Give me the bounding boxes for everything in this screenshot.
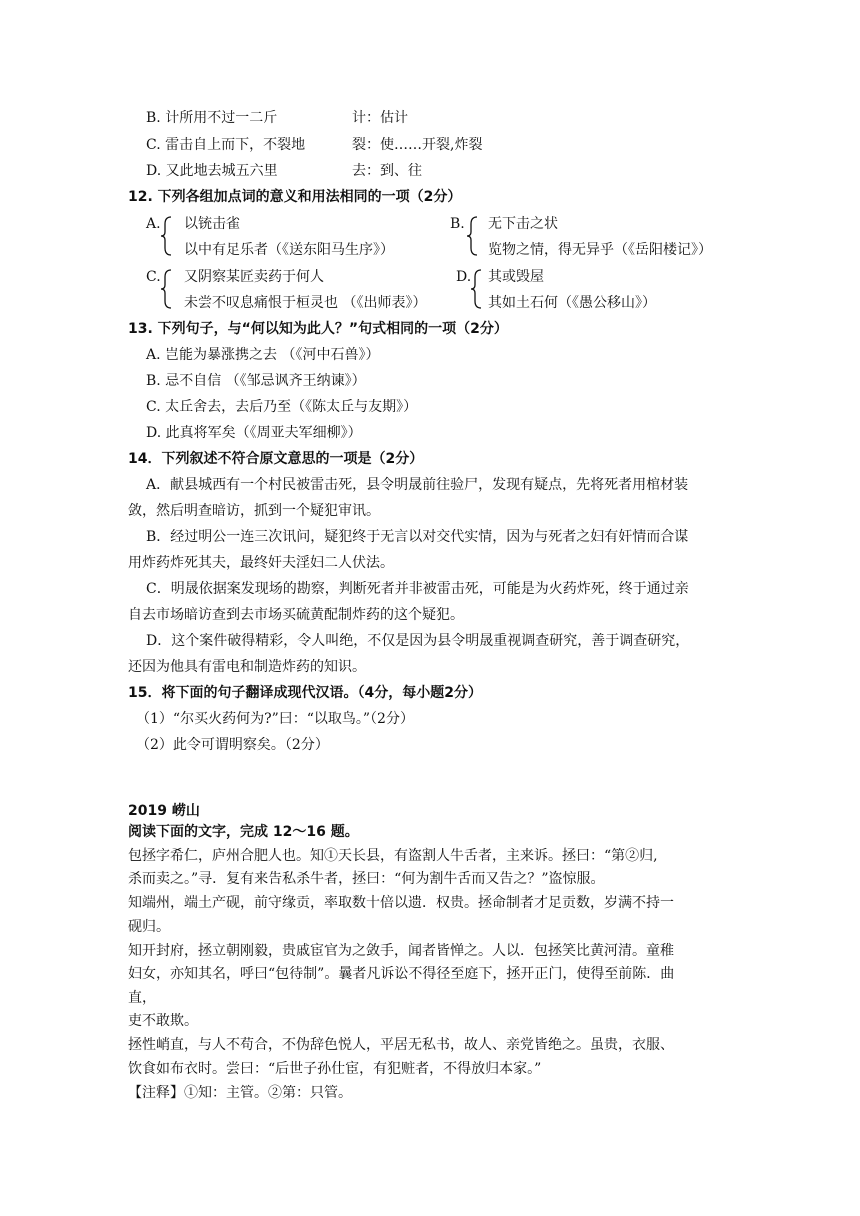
q15-title: 15．将下面的句子翻译成现代汉语。（4分，每小题2分）: [128, 685, 482, 701]
passage-line: 拯性峭直，与人不苟合，不伪辞色悦人，平居无私书，故人、亲党皆绝之。虽贵，衣服、: [128, 1037, 674, 1053]
q11-option-d-gloss: 去：到、往: [352, 163, 422, 179]
q12-pair-b-line1: 无下击之状: [488, 216, 558, 232]
annotation-note: 【注释】①知：主管。②第：只管。: [128, 1085, 352, 1101]
q13-option-d: D. 此真将军矣（《周亚夫军细柳》）: [146, 425, 362, 441]
q12-pair-d-brace: [470, 269, 482, 309]
q12-pair-b-line2: 览物之情，得无异乎（《岳阳楼记》）: [488, 242, 712, 258]
q13-option-b: B. 忌不自信 （《邹忌讽齐王纳谏》）: [146, 373, 366, 389]
q12-pair-c-line1: 又阴察某匠卖药于何人: [184, 269, 324, 285]
q11-option-b-label: B.: [146, 110, 161, 126]
q11-option-c-gloss: 裂：使……开裂,炸裂: [352, 137, 483, 153]
passage-line: 知端州，端土产砚，前守缘贡，率取数十倍以遗．权贵。拯命制者才足贡数，岁满不持一: [128, 895, 674, 911]
q12-pair-c-line2: 未尝不叹息痛恨于桓灵也 （《出师表》）: [184, 295, 427, 311]
q12-pair-a-line1: 以铳击雀: [184, 216, 240, 232]
q12-title: 12. 下列各组加点词的意义和用法相同的一项（2分）: [128, 189, 462, 205]
q12-pair-a-line2: 以中有足乐者（《送东阳马生序》）: [184, 242, 394, 258]
q12-pair-b-label: B.: [450, 216, 465, 232]
q11-option-b-text: 计所用不过一二斤: [165, 110, 278, 126]
q12-pair-d-label: D.: [456, 269, 472, 285]
q12-pair-c-label: C.: [146, 269, 161, 285]
q12-pair-a-label: A.: [146, 216, 161, 232]
q14-line: B．经过明公一连三次讯问，疑犯终于无言以对交代实情，因为与死者之妇有奸情而合谋: [146, 529, 689, 545]
q11-option-d-text: 又此地去城五六里: [165, 163, 278, 179]
passage-line: 直，: [128, 990, 156, 1006]
q11-option-b: [146, 108, 277, 128]
q14-line: 还因为他具有雷电和制造炸药的知识。: [128, 659, 366, 675]
q11-option-c: [146, 135, 305, 155]
q13-title: 13. 下列句子，与“何以知为此人？”句式相同的一项（2分）: [128, 321, 508, 337]
q12-pair-d-line1: 其或毁屋: [488, 269, 544, 285]
q14-line: 用炸药炸死其夫，最终奸夫淫妇二人伏法。: [128, 555, 394, 571]
q12-pair-c-brace: [160, 269, 172, 309]
q14-title: 14．下列叙述不符合原文意思的一项是（2分）: [128, 451, 424, 467]
q11-option-d: [146, 161, 278, 181]
q11-option-d-label: D.: [146, 163, 162, 179]
q15-item-2: （2）此令可谓明察矣。（2分）: [136, 737, 329, 753]
section-heading: 2019 崂山: [128, 803, 200, 819]
q13-option-c: C. 太丘舍去，去后乃至（《陈太丘与友期》）: [146, 399, 418, 415]
passage-line: 砚归。: [128, 919, 170, 935]
section-instruction: 阅读下面的文字，完成 12～16 题。: [128, 824, 359, 840]
q11-option-b-gloss: 计：估计: [352, 110, 408, 126]
q14-line: C．明晟依据案发现场的勘察，判断死者并非被雷击死，可能是为火药炸死，终于通过亲: [146, 581, 689, 597]
q14-line: D．这个案件破得精彩，令人叫绝，不仅是因为县令明晟重视调查研究，善于调查研究，: [146, 633, 690, 649]
q14-line: 自去市场暗访查到去市场买硫黄配制炸药的这个疑犯。: [128, 607, 464, 623]
q15-item-1: （1）“尔买火药何为?”曰：“以取鸟。”（2分）: [136, 711, 414, 727]
q12-pair-b-brace: [466, 216, 478, 256]
q14-line: A．献县城西有一个村民被雷击死，县令明晟前往验尸，发现有疑点，先将死者用棺材装: [146, 477, 689, 493]
passage-line: 杀而卖之。”寻．复有来告私杀牛者，拯曰：“何为割牛舌而又告之？”盗惊服。: [128, 871, 605, 887]
q11-option-c-text: 雷击自上而下，不裂地: [165, 137, 306, 153]
passage-line: 知开封府，拯立朝刚毅，贵戚宦官为之敛手，闻者皆惮之。人以．包拯笑比黄河清。童稚: [128, 943, 674, 959]
q14-line: 敛，然后明查暗访，抓到一个疑犯审讯。: [128, 503, 380, 519]
q12-pair-a-brace: [160, 216, 172, 256]
passage-line: 包拯字希仁，庐州合肥人也。知①天长县，有盗割人牛舌者，主来诉。拯曰：“第②归,: [128, 848, 658, 864]
q11-option-c-label: C.: [146, 137, 161, 153]
passage-line: 吏不敢欺。: [128, 1013, 198, 1029]
q13-option-a: A. 岂能为暴涨携之去 （《河中石兽》）: [146, 347, 380, 363]
passage-line: 妇女，亦知其名，呼曰“包待制”。曩者凡诉讼不得径至庭下，拯开正门，使得至前陈．曲: [128, 966, 675, 982]
passage-line: 饮食如布衣时。尝曰：“后世子孙仕宦，有犯赃者，不得放归本家。”: [128, 1061, 542, 1077]
q12-pair-d-line2: 其如土石何（《愚公移山》）: [488, 295, 656, 311]
